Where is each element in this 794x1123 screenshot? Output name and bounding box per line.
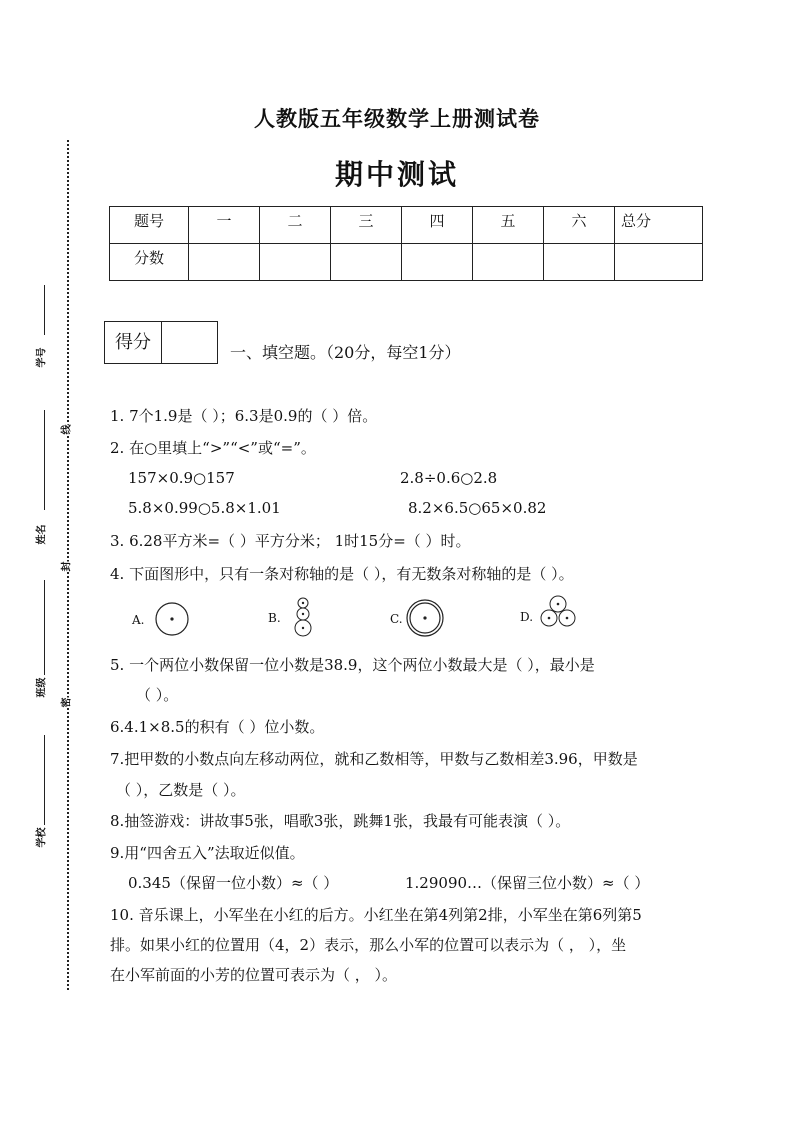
seal-char-feng: 封 (56, 562, 75, 572)
section-title: 一、填空题。（20分，每空1分） (230, 343, 461, 362)
figure-c-label: C. (390, 612, 403, 626)
question-4: 4. 下面图形中，只有一条对称轴的是（ ），有无数条对称轴的是（ ）。 (110, 565, 574, 583)
header-cell: 三 (358, 212, 374, 230)
figure-c (390, 598, 460, 640)
question-2c: 5.8×0.99○5.8×1.01 (128, 499, 281, 517)
header-cell: 五 (500, 212, 516, 230)
question-5b: （ ）。 (136, 686, 179, 704)
score-cell[interactable] (331, 244, 402, 281)
question-8: 8.抽签游戏：讲故事5张，唱歌3张，跳舞1张，我最有可能表演（ ）。 (110, 812, 571, 830)
question-9a: 0.345（保留一位小数）≈（ ） (128, 874, 339, 892)
question-2d: 8.2×6.5○65×0.82 (408, 499, 547, 517)
name-line (44, 410, 45, 510)
figure-b-label: B. (268, 611, 281, 625)
question-5a: 5. 一个两位小数保留一位小数是38.9，这个两位小数最大是（ ），最小是 (110, 656, 595, 674)
score-cell[interactable] (260, 244, 331, 281)
header-cell: 一 (216, 212, 232, 230)
score-cell[interactable] (615, 244, 703, 281)
question-3: 3. 6.28平方米=（ ）平方分米； 1时15分=（ ）时。 (110, 532, 471, 550)
header-cell: 题号 (133, 212, 164, 230)
question-10c: 在小军前面的小芳的位置可表示为（ ， ）。 (110, 966, 398, 984)
stacked-circles-icon (288, 596, 318, 640)
question-10b: 排。如果小红的位置用（4，2）表示，那么小军的位置可以表示为（ ， ），坐 (110, 936, 627, 954)
score-row-label: 分数 (133, 249, 164, 267)
class-label: 班级 (36, 677, 48, 698)
school-line (44, 735, 45, 825)
question-2: 2. 在○里填上“>”“<”或“=”。 (110, 439, 316, 457)
question-7a: 7.把甲数的小数点向左移动两位，就和乙数相等，甲数与乙数相差3.96，甲数是 (110, 750, 638, 768)
question-7b: （ ），乙数是（ ）。 (116, 781, 246, 799)
single-circle-icon (152, 600, 192, 638)
concentric-circles-icon (404, 598, 446, 638)
score-table-score-row (110, 244, 703, 281)
question-9b: 1.29090…（保留三位小数）≈（ ） (405, 874, 650, 892)
figure-d-label: D. (520, 610, 534, 624)
header-cell: 二 (287, 212, 303, 230)
student-id-label: 学号 (36, 347, 48, 368)
figure-b (268, 596, 328, 640)
figure-a (130, 600, 200, 640)
section-score-box (104, 321, 218, 364)
name-label: 姓名 (36, 524, 48, 545)
three-circles-icon (536, 594, 580, 630)
question-9: 9.用“四舍五入”法取近似值。 (110, 844, 305, 862)
exam-subtitle: 期中测试 (334, 158, 459, 191)
header-cell: 总分 (621, 212, 652, 230)
question-2b: 2.8÷0.6○2.8 (400, 469, 498, 487)
class-line (44, 580, 45, 675)
seal-char-mi: 密 (56, 698, 75, 708)
score-cell[interactable] (473, 244, 544, 281)
question-6: 6.4.1×8.5的积有（ ）位小数。 (110, 718, 325, 736)
question-2a: 157×0.9○157 (128, 469, 235, 487)
score-cell[interactable] (189, 244, 260, 281)
score-table (109, 206, 703, 281)
score-cell[interactable] (402, 244, 473, 281)
figure-a-label: A. (132, 613, 145, 627)
question-10a: 10. 音乐课上，小军坐在小红的后方。小红坐在第4列第2排，小军坐在第6列第5 (110, 906, 642, 924)
school-label: 学校 (36, 827, 48, 848)
seal-char-line: 线 (56, 425, 75, 435)
header-cell: 四 (429, 212, 445, 230)
score-table-header-row (110, 207, 703, 244)
figure-d (520, 594, 584, 640)
header-cell: 六 (571, 212, 587, 230)
exam-title: 人教版五年级数学上册测试卷 (254, 106, 540, 131)
score-cell[interactable] (544, 244, 615, 281)
student-id-line (44, 285, 45, 335)
section-score-label: 得分 (105, 322, 162, 363)
question-1: 1. 7个1.9是（ ）；6.3是0.9的（ ）倍。 (110, 407, 378, 425)
